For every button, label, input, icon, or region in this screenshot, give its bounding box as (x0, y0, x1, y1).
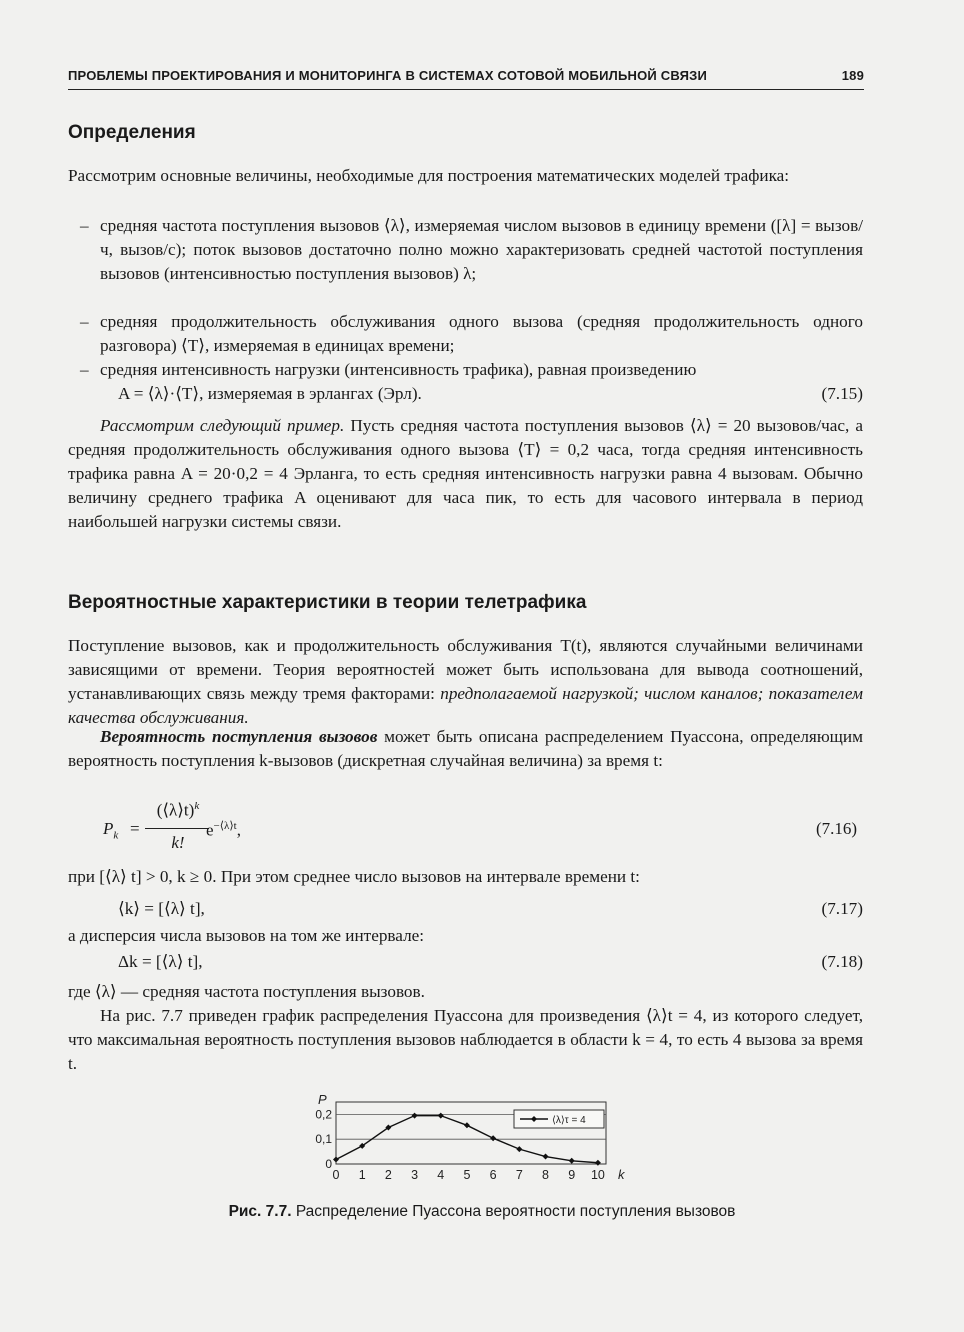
formula-comma: , (236, 820, 241, 840)
y-tick-label: 0 (325, 1157, 332, 1171)
list-item: – средняя интенсивность нагрузки (интенсивность трафика), равная произведению (80, 360, 697, 379)
x-tick-label: 2 (384, 1168, 392, 1182)
equation-number: (7.17) (821, 899, 863, 918)
formula-eq: = (130, 819, 140, 838)
formula-7-18 (118, 950, 863, 974)
data-point (490, 1135, 496, 1141)
x-tick-label: 9 (568, 1168, 576, 1182)
x-tick-label: 10 (590, 1168, 605, 1182)
example-text: Пусть средняя частота поступления вызовов ⟨λ⟩ = 20 вызовов/час, а средняя продолжительность обслуживания одного вызова ⟨T⟩ = 0,2 часа, тогда средняя интенсивность трафика равна A = 20·0,2 = 4 Эрланга, то есть средняя интенсивность нагрузки равна 4 вызовам. Обычно величину среднего трафика A оценивают для часа пик, то есть для часового интервала в период наибольшей нагрузки системы связи. (68, 416, 863, 531)
data-point (333, 1157, 339, 1163)
equation-number: (7.18) (821, 952, 863, 971)
formula-text: ⟨k⟩ = [⟨λ⟩ t], (118, 899, 205, 918)
equation-number: (7.16) (816, 819, 858, 838)
intro-paragraph: Рассмотрим основные величины, необходимые для построения математических моделей трафика: (68, 166, 790, 185)
list-item-text: средняя частота поступления вызовов ⟨λ⟩, измеряемая числом вызовов в единицу времени ([λ] = вызов/ч, вызов/с); поток вызовов достаточно полно можно характеризовать средней частотой поступления вызовов (интенсивностью поступления вызовов) λ; (100, 216, 863, 283)
data-point (438, 1113, 444, 1119)
formula-7-16 (0, 790, 964, 860)
list-item-text: средняя интенсивность нагрузки (интенсивность трафика), равная произведению (100, 360, 697, 379)
formula-7-17 (118, 897, 863, 921)
y-axis-label: P (318, 1092, 327, 1107)
running-header (68, 68, 864, 90)
paragraph-poisson (68, 725, 863, 773)
figure-caption (0, 1203, 964, 1221)
list-item-text: средняя продолжительность обслуживания одного вызова (средняя продолжительность одного разговора) ⟨T⟩, измеряемая в единицах времени; (100, 312, 863, 355)
x-tick-label: 1 (358, 1168, 366, 1182)
section-heading-definitions: Определения (68, 122, 196, 143)
x-tick-label: 5 (463, 1168, 471, 1182)
x-tick-label: 4 (437, 1168, 445, 1182)
page-number: 189 (841, 68, 864, 83)
y-tick-label: 0,2 (315, 1107, 332, 1122)
data-point (464, 1122, 470, 1128)
formula-p: P (103, 819, 114, 838)
y-tick-label: 0,1 (315, 1132, 332, 1147)
x-tick-label: 7 (515, 1168, 523, 1182)
formula-num-sup: k (194, 800, 200, 812)
formula-numerator: (⟨λ⟩t) (156, 800, 195, 820)
paragraph-italic: предполагаемой нагрузкой; числом каналов; показателем качества обслуживания. (68, 684, 863, 727)
paragraph-arrival (68, 634, 863, 730)
x-tick-label: 0 (332, 1168, 340, 1182)
header-title: ПРОБЛЕМЫ ПРОЕКТИРОВАНИЯ И МОНИТОРИНГА В СИСТЕМАХ СОТОВОЙ МОБИЛЬНОЙ СВЯЗИ (68, 68, 708, 83)
x-tick-label: 6 (489, 1168, 497, 1182)
formula-text: A = ⟨λ⟩·⟨T⟩, измеряемая в эрлангах (Эрл). (118, 384, 422, 403)
caption-text: Распределение Пуассона вероятности поступления вызовов (291, 1203, 736, 1220)
condition-line: при [⟨λ⟩ t] > 0, k ≥ 0. При этом среднее число вызовов на интервале времени t: (68, 867, 640, 886)
data-point (543, 1154, 549, 1160)
poisson-chart (300, 1088, 640, 1188)
example-lead: Рассмотрим следующий пример. (100, 416, 345, 435)
list-item: – средняя продолжительность обслуживания одного вызова (средняя продолжительность одного разговора) ⟨T⟩, измеряемая в единицах времени; (80, 312, 863, 355)
paragraph-text: Поступление вызовов, как и продолжительность обслуживания T(t), являются случайными величинами зависящими от времени. Теория вероятностей может быть использована для вывода соотношений, устанавливающих связь между тремя факторами: (68, 636, 863, 703)
formula-denominator: k! (171, 833, 185, 852)
caption-label: Рис. 7.7. (228, 1203, 292, 1220)
formula-p-sub: k (113, 829, 119, 842)
example-paragraph (68, 414, 863, 534)
formula-exp: e (206, 820, 214, 840)
section-heading-probability: Вероятностные характеристики в теории телетрафика (68, 592, 587, 613)
x-tick-label: 8 (542, 1168, 549, 1182)
dispersion-line: а дисперсия числа вызовов на том же интервале: (68, 926, 425, 945)
formula-text: Δk = [⟨λ⟩ t], (118, 952, 203, 971)
x-tick-label: 3 (411, 1168, 419, 1182)
paragraph-text: может быть описана распределением Пуассона, определяющим вероятность поступления k-вызовов (дискретная случайная величина) за время t: (68, 727, 863, 770)
legend-label: ⟨λ⟩τ = 4 (552, 1115, 586, 1126)
figure-reference-paragraph: На рис. 7.7 приведен график распределения Пуассона для произведения ⟨λ⟩t = 4, из которого следует, что максимальная вероятность поступления вызовов наблюдается в области k = 4, то есть 4 вызова за время t. (68, 1006, 863, 1073)
formula-exp-sup: −⟨λ⟩t (213, 820, 237, 832)
data-point (595, 1160, 601, 1166)
equation-number: (7.15) (821, 384, 863, 403)
formula-7-15 (118, 382, 863, 406)
term-bold: Вероятность поступления вызовов (100, 727, 378, 746)
data-point (569, 1158, 575, 1164)
x-axis-label: k (618, 1167, 625, 1182)
data-point (412, 1113, 418, 1119)
list-item: – средняя частота поступления вызовов ⟨λ⟩, измеряемая числом вызовов в единицу времени ([λ] = вызов/ч, вызов/с); поток вызовов достаточно полно можно характеризовать средней частотой поступления вызовов (интенсивностью поступления вызовов) λ; (80, 216, 863, 283)
where-line: где ⟨λ⟩ — средняя частота поступления вызовов. (68, 982, 425, 1001)
data-point (516, 1146, 522, 1152)
